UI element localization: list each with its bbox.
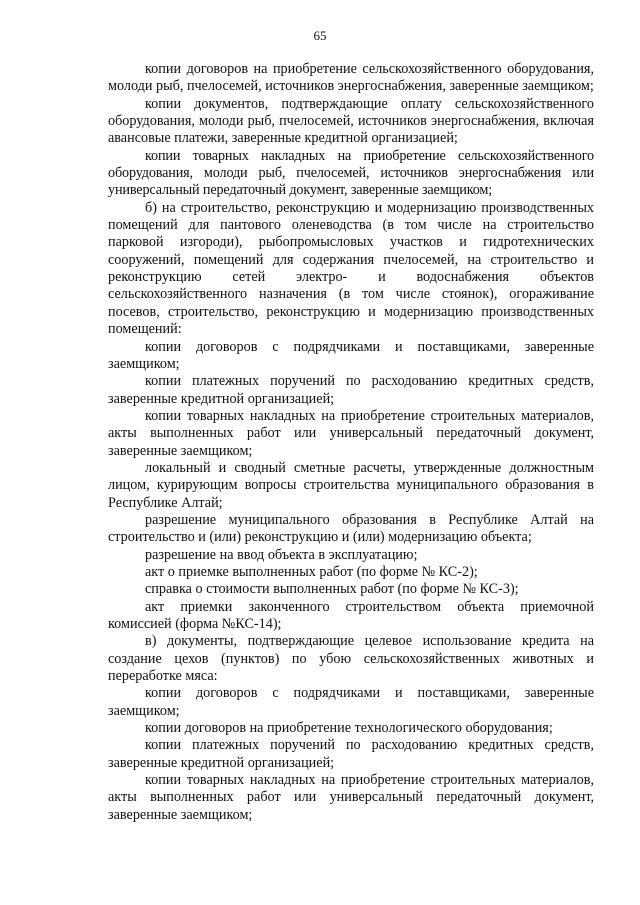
paragraph: копии платежных поручений по расходованию кредитных средств, заверенные кредитной организацией; xyxy=(108,737,594,771)
paragraph: копии товарных накладных на приобретение строительных материалов, акты выполненных работ или универсальный передаточный документ, заверенные заемщиком; xyxy=(108,772,594,823)
paragraph: разрешение муниципального образования в Республике Алтай на строительство и (или) реконструкцию и (или) модернизацию объекта; xyxy=(108,511,594,546)
paragraph: разрешение на ввод объекта в эксплуатацию; xyxy=(145,546,418,563)
document-body xyxy=(108,61,594,824)
paragraph: б) на строительство, реконструкцию и модернизацию производственных помещений для пантового оленеводства (в том числе на строительство парковой изгороди), рыбопромысловых участков и гидротехнических сооружений, помещений для содержания пчелосемей, на строительство и реконструкцию сетей электро- и водоснабжения объектов сельскохозяйственного назначения (в том числе стоянок), огораживание посевов, строительство, реконструкцию и модернизацию производственных помещений: xyxy=(108,199,594,338)
paragraph: справка о стоимости выполненных работ (по форме № КС-3); xyxy=(145,581,519,598)
paragraph: копии документов, подтверждающие оплату сельскохозяйственного оборудования, молоди рыб, пчелосемей, источников энергоснабжения, включая авансовые платежи, заверенные кредитной организацией; xyxy=(108,95,594,147)
page-number: 65 xyxy=(313,28,327,43)
paragraph: копии договоров с подрядчиками и поставщиками, заверенные заемщиком; xyxy=(108,685,594,719)
paragraph: копии договоров на приобретение технологического оборудования; xyxy=(145,720,553,737)
paragraph: акт приемки законченного строительством объекта приемочной комиссией (форма №КС-14); xyxy=(108,598,594,632)
paragraph: копии платежных поручений по расходованию кредитных средств, заверенные кредитной организацией; xyxy=(108,373,594,407)
paragraph: акт о приемке выполненных работ (по форме № КС-2); xyxy=(145,563,478,580)
paragraph: копии договоров с подрядчиками и поставщиками, заверенные заемщиком; xyxy=(108,338,594,372)
paragraph: копии товарных накладных на приобретение строительных материалов, акты выполненных работ или универсальный передаточный документ, заверенные заемщиком; xyxy=(108,407,594,459)
paragraph: в) документы, подтверждающие целевое использование кредита на создание цехов (пунктов) по убою сельскохозяйственных животных и переработке мяса: xyxy=(108,633,594,685)
paragraph: копии договоров на приобретение сельскохозяйственного оборудования, молоди рыб, пчелосемей, источников энергоснабжения, заверенные заемщиком; xyxy=(108,61,594,95)
paragraph: локальный и сводный сметные расчеты, утвержденные должностным лицом, курирующим вопросы строительства муниципального образования в Республике Алтай; xyxy=(108,459,594,511)
paragraph: копии товарных накладных на приобретение сельскохозяйственного оборудования, молоди рыб, пчелосемей, источников энергоснабжения или универсальный передаточный документ, заверенные заемщиком; xyxy=(108,147,594,199)
